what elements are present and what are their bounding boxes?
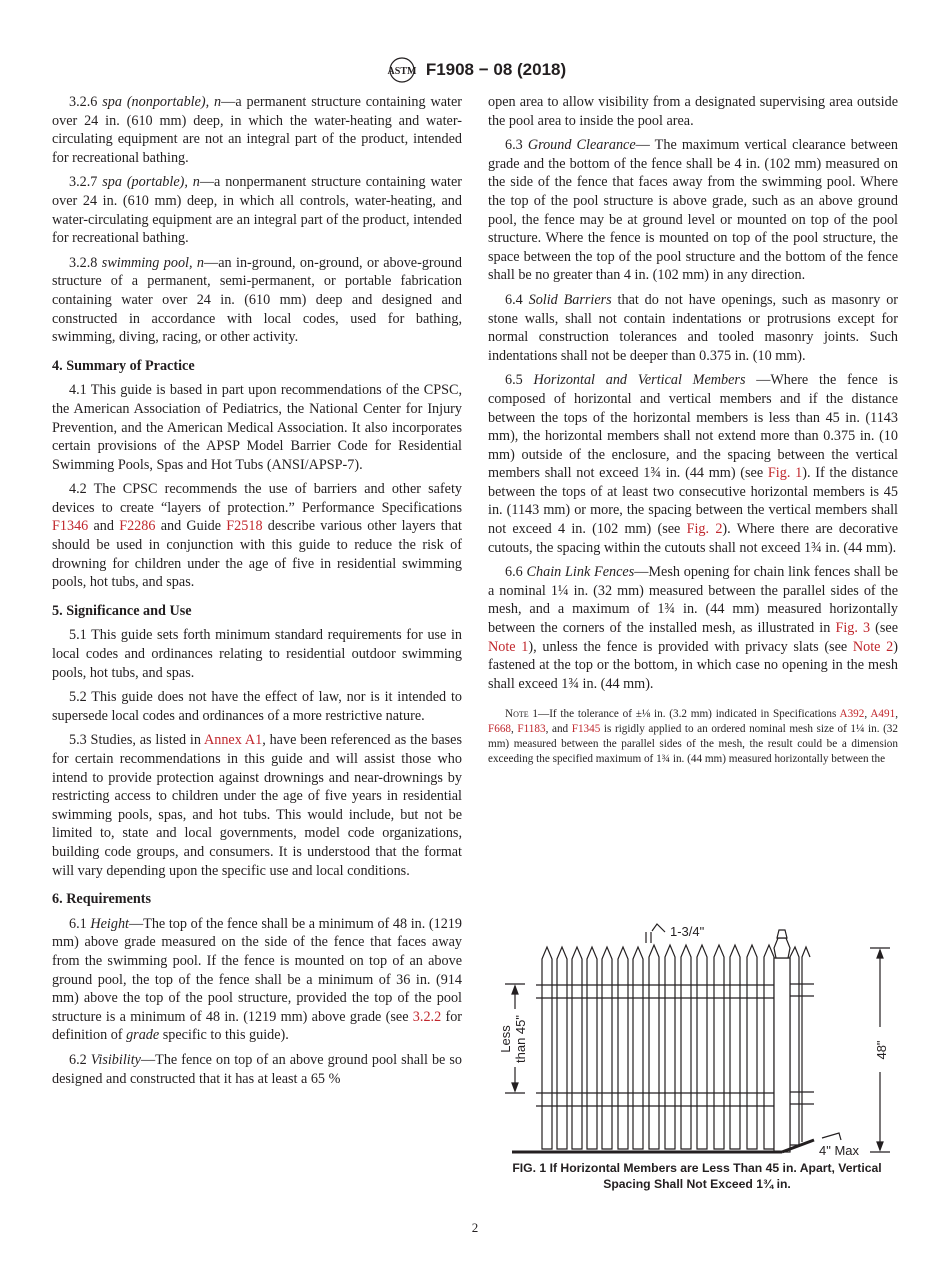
- astm-logo-icon: [384, 55, 420, 85]
- link-note-2[interactable]: Note 2: [852, 638, 894, 655]
- link-annex-a1[interactable]: Annex A1: [204, 732, 263, 749]
- svg-text:ASTM: ASTM: [387, 66, 417, 77]
- heading-summary-of-practice: 4. Summary of Practice: [52, 357, 195, 374]
- section-6-4: 6.4 Solid Barriers that do not have openings, such as masonry or stone walls, shall not contain indentations or protrusions except for normal construction tolerances and tooled masonry joints. Such indentations shall not be deeper than 0.375 in. (10 mm).: [488, 291, 899, 364]
- heading-significance-and-use: 5. Significance and Use: [52, 602, 192, 619]
- link-fig-2[interactable]: Fig. 2: [686, 521, 723, 538]
- label-less: Less: [498, 1025, 513, 1053]
- page-header: [0, 55, 950, 90]
- section-4-2: 4.2 The CPSC recommends the use of barriers and other safety devices to create “layers of protection.” Performance Specifications F1346 and F2286 and Guide F2518 describe various other layers that should be used in conjunction with this guide to reduce the risk of drowning for children under the age of five in residential swimming pools, hot tubs, and spas.: [52, 481, 462, 591]
- left-column: [52, 93, 462, 1094]
- section-6-3: 6.3 Ground Clearance— The maximum vertical clearance between grade and the bottom of the fence shall be 4 in. (102 mm) measured on the side of the fence that faces away from the swimming pool. Where the top of the pool structure is above grade, such as an above ground pool, the fence may be at ground level or mounted on top of the pool structure. Where the fence is mounted on top of the pool structure, the space between the top of the pool structure and the bottom of the fence shall be no greater than 4 in. (102 mm) in any direction.: [488, 137, 899, 284]
- section-5-2: 5.2 This guide does not have the effect of law, nor is it intended to supersede local codes and ordinances of a more restrictive nature.: [52, 689, 462, 724]
- link-f668[interactable]: F668: [488, 723, 512, 736]
- section-5-3: 5.3 Studies, as listed in Annex A1, have been referenced as the bases for certain recommendations in this guide and will assist those who intend to provide protection against drownings and near-drownings by restricting access to children under the age of five years in residential swimming pools, spas, and hot tubs. This would include, but not be limited to, state and local governments, model code organizations, building code groups, and consumers. It is understood that the format will vary depending upon the specific use and local conditions.: [52, 732, 463, 879]
- section-6-5: 6.5 Horizontal and Vertical Members —Where the fence is composed of horizontal and vertical members and if the distance between the tops of the horizontal members is less than 45 in. (1143 mm), the horizontal members shall not extend more than 0.375 in. (10 mm) outside of the enclosure, and the spacing between the vertical members shall not exceed 1¾ in. (44 mm) (see Fig. 1). If the distance between the tops of at least two consecutive horizontal members is 45 in. (1143 mm) or more, the spacing between the vertical members shall not exceed 4 in. (102 mm) (see Fig. 2). Where there are decorative cutouts, the spacing within the cutouts shall not exceed 1¾ in. (44 mm).: [488, 372, 898, 556]
- section-4-1: 4.1 This guide is based in part upon recommendations of the CPSC, the American Association of Pediatrics, the National Center for Injury Prevention, and the American Medical Association. It also incorporates certain provisions of the APSP Model Barrier Code for Residential Swimming Pools, Spas and Hot Tubs (ANSI/APSP-7).: [52, 382, 462, 473]
- figure-caption: FIG. 1 If Horizontal Members are Less Than 45 in. Apart, Vertical Spacing Shall Not Exceed 1¾ in.: [512, 1161, 882, 1191]
- section-6-1: 6.1 Height—The top of the fence shall be a minimum of 48 in. (1219 mm) above grade measured on the side of the fence that faces away from the swimming pool. If the fence is mounted on top of an above ground pool, the top of the fence shall be a minimum of 36 in. (914 mm) above the top of the pool structure, provided the top of the pool structure is a minimum of 48 in. (1219 mm) above grade (see 3.2.2 for definition of grade specific to this guide).: [52, 915, 463, 1044]
- section-3-2-6: 3.2.6 spa (nonportable), n—a permanent structure containing water over 24 in. (610 mm) deep, in which the water-heating and water-circulating equipment are not an integral part of the product, intended for recreational bathing.: [52, 94, 462, 166]
- link-f1346[interactable]: F1346: [52, 518, 89, 535]
- section-6-2: 6.2 Visibility—The fence on top of an above ground pool shall be so designed and constructed that it has at least a 65 %: [52, 1051, 463, 1087]
- link-a392[interactable]: A392: [839, 708, 865, 721]
- label-48: 48": [874, 1040, 889, 1060]
- document-id: F1908 − 08 (2018): [425, 60, 567, 79]
- fence-post: [774, 930, 790, 1152]
- label-than-45: than 45": [513, 1015, 528, 1063]
- link-fig-1[interactable]: Fig. 1: [767, 465, 803, 482]
- link-fig-3[interactable]: Fig. 3: [835, 620, 871, 637]
- link-f2518[interactable]: F2518: [226, 518, 263, 535]
- link-f2286[interactable]: F2286: [119, 518, 156, 535]
- link-f1183[interactable]: F1183: [517, 723, 546, 736]
- fence-diagram: [492, 912, 904, 1157]
- page-number: 2: [471, 1220, 479, 1235]
- link-note-1[interactable]: Note 1: [488, 638, 529, 655]
- section-3-2-8: 3.2.8 swimming pool, n—an in-ground, on-ground, or above-ground structure of a permanent, semi-permanent, or portable fabrication containing water over 24 in. (610 mm) deep and designed and constructed in accordance with local codes, used for bathing, swimming, diving, racing, or other activity.: [52, 254, 463, 346]
- section-6-6: 6.6 Chain Link Fences—Mesh opening for chain link fences shall be a nominal 1¼ in. (32 mm) measured between the parallel sides of the mesh, and a maximum of 1¾ in. (44 mm) measured horizontally between the corners of the installed mesh, as illustrated in Fig. 3 (see Note 1), unless the fence is provided with privacy slats (see Note 2) fastened at the top or the bottom, in which case no opening in the mesh shall exceed 1¾ in. (44 mm).: [488, 564, 899, 692]
- fence-pickets: [542, 945, 810, 1149]
- note-1: Note 1—If the tolerance of ±⅛ in. (3.2 mm) indicated in Specifications A392, A491, F668, F1183, and F1345 is rigidly applied to an ordered nominal mesh size of 1¼ in. (32 mm) measured between the parallel sides of the mesh, the result could be a dimension exceeding the specified maximum of 1¾ in. (44 mm) measured horizontally between the: [488, 708, 898, 766]
- label-4-max: 4" Max: [819, 1143, 860, 1157]
- section-5-1: 5.1 This guide sets forth minimum standard requirements for use in local codes and ordinances relating to residential outdoor swimming pools, hot tubs, and spas.: [52, 627, 462, 681]
- section-6-2-continued: open area to allow visibility from a designated supervising area outside the pool area to inside the pool area.: [488, 94, 898, 129]
- heading-requirements: 6. Requirements: [52, 891, 152, 908]
- section-3-2-7: 3.2.7 spa (portable), n—a nonpermanent structure containing water over 24 in. (610 mm) deep, in which all controls, water-heating, and water-circulating equipment are an integral part of the product, intended for recreational bathing.: [52, 174, 462, 247]
- link-a491[interactable]: A491: [870, 708, 896, 721]
- link-3-2-2[interactable]: 3.2.2: [412, 1008, 442, 1025]
- link-f1345[interactable]: F1345: [571, 723, 601, 736]
- label-spacing: 1-3/4": [670, 924, 705, 939]
- right-column: [488, 93, 898, 773]
